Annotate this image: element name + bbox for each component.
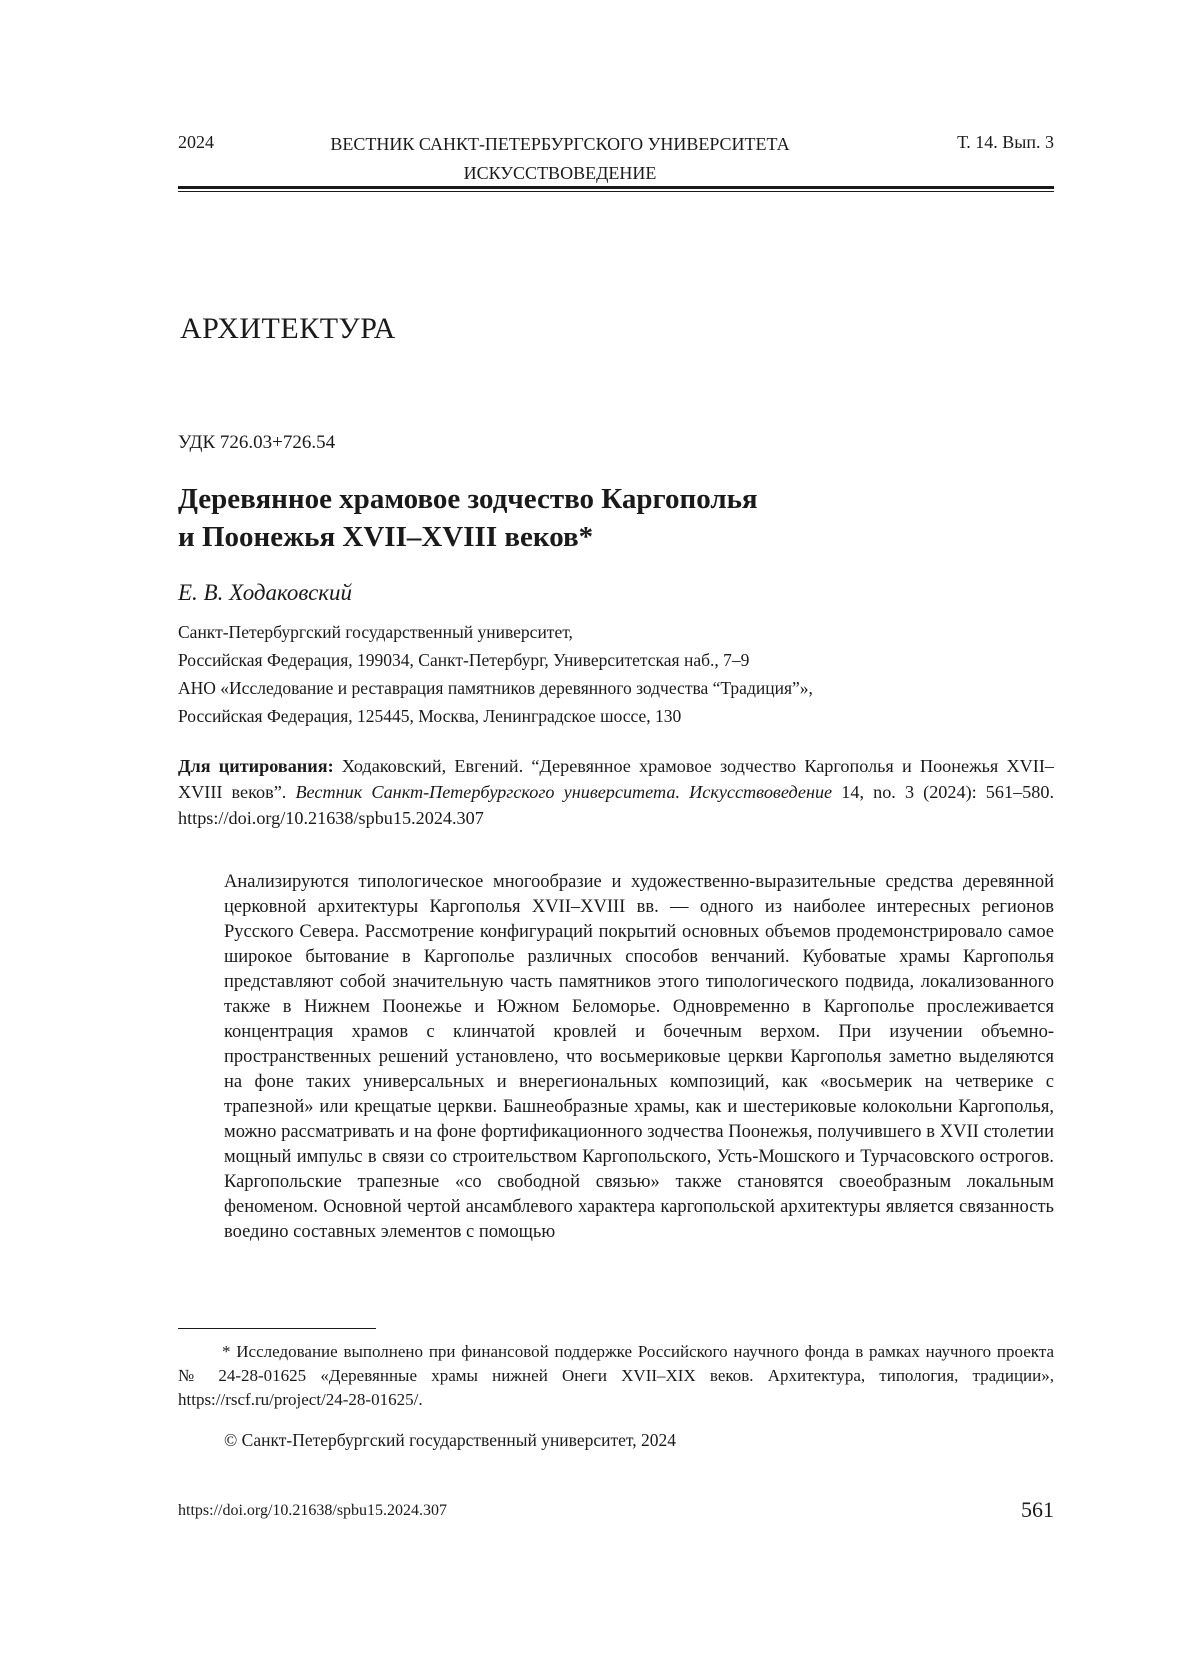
header-rule-thin bbox=[178, 191, 1054, 192]
citation-tail: 14, no. 3 (2024): 561–580. https://doi.org/10.21638/spbu15.2024.307 bbox=[178, 782, 1054, 828]
journal-title-line2: ИСКУССТВОВЕДЕНИЕ bbox=[463, 163, 657, 183]
header-year: 2024 bbox=[178, 132, 214, 152]
affiliation-line: АНО «Исследование и реставрация памятников деревянного зодчества “Традиция”», bbox=[178, 678, 813, 698]
page-number: 561 bbox=[1021, 1497, 1054, 1522]
affiliations bbox=[178, 618, 1058, 730]
citation-text: Ходаковский, Евгений. “Деревянное храмовое зодчество Каргополья и Поонежья XVII–XVIII веков”. bbox=[178, 756, 1054, 802]
journal-title-line1: ВЕСТНИК САНКТ-ПЕТЕРБУРГСКОГО УНИВЕРСИТЕТА bbox=[330, 134, 790, 154]
article-title-line2: и Поонежья XVII–XVIII веков* bbox=[178, 521, 594, 553]
footnote: * Исследование выполнено при финансовой поддержке Российского научного фонда в рамках научного проекта № 24-28-01625 «Деревянные храмы нижней Онеги XVII–XIX веков. Архитектура, типология, традиции», https://rscf.ru/project/24-28-01625/. bbox=[178, 1342, 1054, 1409]
affiliation-line: Санкт-Петербургский государственный университет, bbox=[178, 622, 573, 642]
header-volume: Т. 14. Вып. 3 bbox=[957, 132, 1054, 152]
citation-journal: Вестник Санкт-Петербургского университета. Искусствоведение bbox=[295, 782, 833, 802]
citation-label: Для цитирования: bbox=[178, 756, 334, 776]
journal-title bbox=[300, 130, 820, 188]
footnote-rule bbox=[178, 1328, 376, 1329]
affiliation-line: Российская Федерация, 199034, Санкт-Петербург, Университетская наб., 7–9 bbox=[178, 650, 750, 670]
footer-doi[interactable]: https://doi.org/10.21638/spbu15.2024.307 bbox=[178, 1502, 448, 1519]
article-title-line1: Деревянное храмовое зодчество Каргополья bbox=[178, 483, 758, 515]
udk-code: УДК 726.03+726.54 bbox=[178, 432, 336, 453]
affiliation-line: Российская Федерация, 125445, Москва, Ленинградское шоссе, 130 bbox=[178, 706, 682, 726]
abstract: Анализируются типологическое многообразие и художественно-выразительные средства деревянной церковной архитектуры Каргополья XVII–XVIII вв. — одного из наиболее интересных регионов Русского Севера. Рассмотрение конфигураций покрытий основных объемов продемонстрировало самое широкое бытование в Каргополье различных способов венчаний. Кубоватые храмы Каргополья представляют собой значительную часть памятников этого типологического подвида, локализованного также в Нижнем Поонежье и Южном Беломорье. Одновременно в Каргополье прослеживается концентрация храмов с клинчатой кровлей и бочечным верхом. При изучении объемно-пространственных решений установлено, что восьмериковые церкви Каргополья заметно выделяются на фоне таких универсальных и внерегиональных композиций, как «восьмерик на четверике с трапезной» или крещатые церкви. Башнеобразные храмы, как и шестериковые колокольни Каргополья, можно рассматривать и на фоне фортификационного зодчества Поонежья, получившего в XVII столетии мощный импульс в связи со строительством Каргопольского, Усть-Мошского и Турчасовского острогов. Каргопольские трапезные «со свободной связью» также становятся своеобразным локальным феноменом. Основной чертой ансамблевого характера каргопольской архитектуры является связанность воедино составных элементов с помощью bbox=[224, 872, 1054, 1242]
article-title bbox=[178, 480, 1038, 556]
section-heading: АРХИТЕКТУРА bbox=[180, 312, 396, 345]
author-name: Е. В. Ходаковский bbox=[178, 580, 353, 605]
citation-block bbox=[178, 753, 1054, 831]
copyright: © Санкт-Петербургский государственный университет, 2024 bbox=[224, 1430, 676, 1450]
header-rule-thick bbox=[178, 186, 1054, 189]
